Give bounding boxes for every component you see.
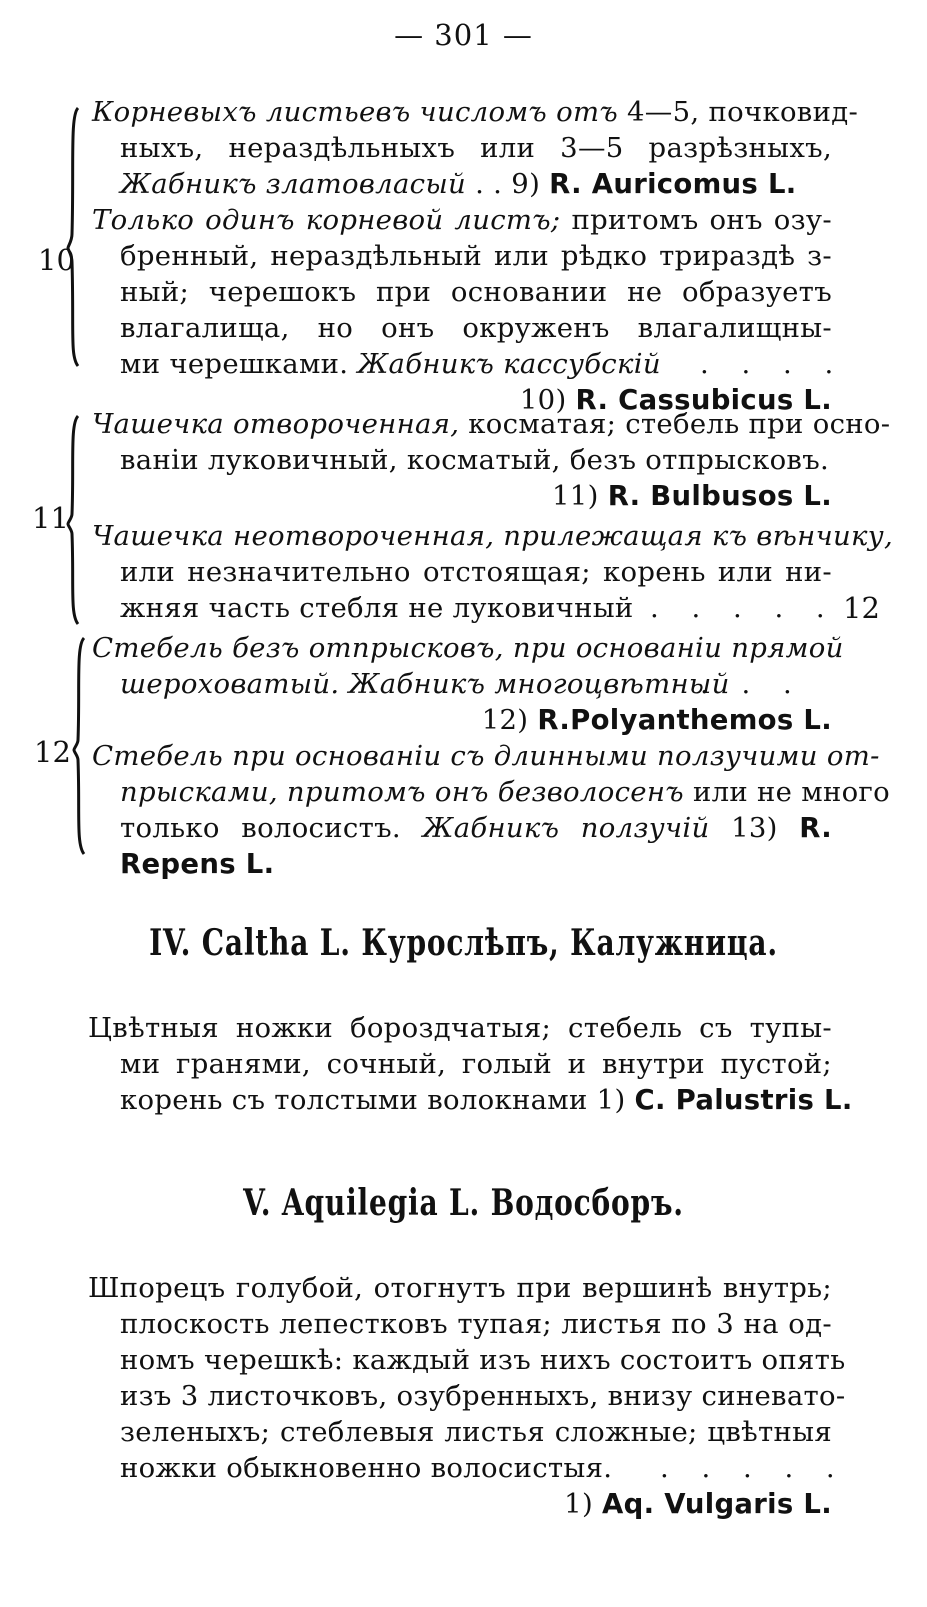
couplet-12b-line-3: только волосистъ. Жабникъ ползучій 13) R. — [120, 812, 832, 844]
couplet-10b-line-5: ми черешками. Жабникъ кассубскій — [120, 348, 661, 380]
couplet-12a-line-1: Стебель безъ отпрысковъ, при основаніи прямой — [92, 632, 844, 664]
couplet-10a-line-3: Жабникъ златовласый . . 9) R. Auricomus L. — [120, 168, 797, 200]
section-v-taxon: 1) Aq. Vulgaris L. — [564, 1488, 832, 1520]
couplet-11b-dots: . . . . . — [650, 592, 837, 624]
couplet-10a-line-1: Корневыхъ листьевъ числомъ отъ 4—5, почковид- — [92, 96, 859, 128]
couplet-11b-reference: 12 — [843, 591, 880, 625]
couplet-10b-line-2: бренный, нераздѣльный или рѣдко трираздѣ з- — [120, 240, 832, 272]
couplet-12a-dots: . . . — [700, 668, 804, 700]
section-v-line-3: номъ черешкѣ: каждый изъ нихъ состоитъ опять — [120, 1344, 846, 1376]
couplet-10-brace — [66, 106, 80, 368]
couplet-12a-line-2: шероховатый. Жабникъ многоцвѣтный — [120, 668, 730, 700]
section-v-dots: . . . . . — [660, 1452, 847, 1484]
section-iv-line-3: корень съ толстыми волокнами 1) C. Palustris L. — [120, 1084, 853, 1116]
couplet-10b-dots: . . . . — [700, 348, 846, 380]
couplet-12a-taxon: 12) R.Polyanthemos L. — [481, 704, 832, 736]
page-number: — 301 — — [394, 18, 533, 52]
couplet-10b-line-1: Только одинъ корневой листъ; притомъ онъ озу- — [92, 204, 832, 236]
couplet-11-number: 11 — [32, 501, 69, 535]
couplet-12b-line-4: Repens L. — [120, 848, 275, 880]
section-v-line-5: зеленыхъ; стеблевыя листья сложные; цвѣтныя — [120, 1416, 832, 1448]
couplet-11a-line-2: ваніи луковичный, косматый, безъ отпрысковъ. — [120, 444, 830, 476]
couplet-11a-line-1: Чашечка отвороченная, косматая; стебель при осно- — [92, 408, 891, 440]
section-iv-heading: IV. Caltha L. Курослѣпъ, Калужница. — [149, 922, 778, 964]
section-v-line-4: изъ 3 листочковъ, озубренныхъ, внизу синевато- — [120, 1380, 846, 1412]
section-v-line-6: ножки обыкновенно волосистыя. — [120, 1452, 613, 1484]
couplet-12-number: 12 — [34, 735, 71, 769]
couplet-10b-line-4: влагалища, но онъ окруженъ влагалищны- — [120, 312, 832, 344]
couplet-10-number: 10 — [38, 243, 75, 277]
section-iv-line-1: Цвѣтныя ножки бороздчатыя; стебель съ тупы- — [88, 1012, 832, 1044]
section-v-line-2: плоскость лепестковъ тупая; листья по 3 на од- — [120, 1308, 832, 1340]
couplet-10a-line-2: ныхъ, нераздѣльныхъ или 3—5 разрѣзныхъ, — [120, 132, 832, 164]
couplet-12-brace — [72, 636, 86, 856]
section-v-heading: V. Aquilegia L. Водосборъ. — [243, 1182, 684, 1224]
couplet-11b-line-2: или незначительно отстоящая; корень или ни- — [120, 556, 832, 588]
couplet-10b-taxon: 10) R. Cassubicus L. — [519, 384, 832, 416]
couplet-11a-taxon: 11) R. Bulbusos L. — [552, 480, 832, 512]
couplet-11b-line-1: Чашечка неотвороченная, прилежащая къ вѣнчику, — [92, 520, 894, 552]
couplet-12b-line-1: Стебель при основаніи съ длинными ползучими от- — [92, 740, 880, 772]
couplet-10b-line-3: ный; черешокъ при основании не образуетъ — [120, 276, 832, 308]
couplet-11b-line-3: жняя часть стебля не луковичный — [120, 592, 634, 624]
section-v-line-1: Шпорецъ голубой, отогнутъ при вершинѣ внутрь; — [88, 1272, 832, 1304]
section-iv-line-2: ми гранями, сочный, голый и внутри пустой; — [120, 1048, 832, 1080]
couplet-12b-line-2: прысками, притомъ онъ безволосенъ или не много — [120, 776, 891, 808]
